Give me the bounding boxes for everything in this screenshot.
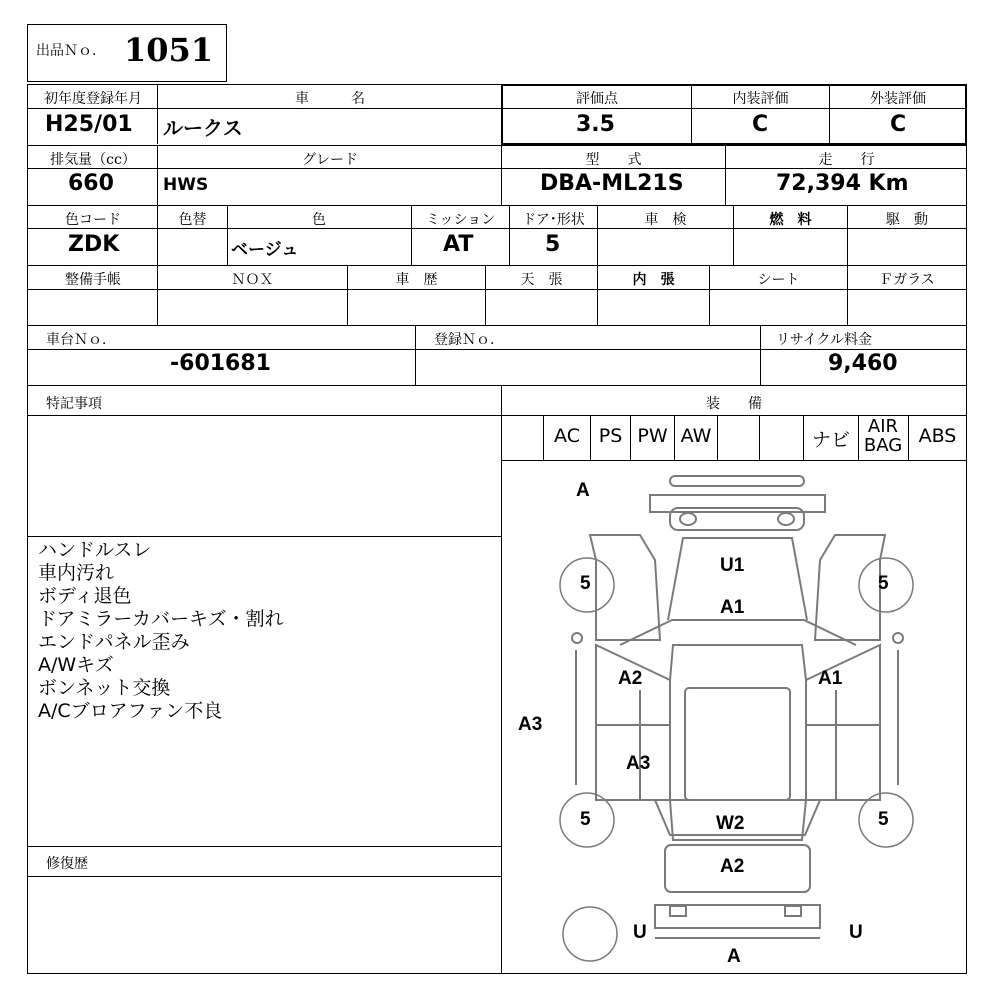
color-code-label: 色コード: [65, 212, 121, 228]
first-reg-value: H25/01: [45, 112, 133, 137]
lot-label: 出品Ｎｏ．: [36, 43, 106, 59]
divider: [157, 145, 158, 205]
tire-lf: 5: [580, 573, 591, 594]
interior-value: C: [752, 112, 769, 137]
divider: [760, 325, 761, 385]
damage-hood-top: U1: [720, 555, 745, 576]
car-diagram: [502, 462, 966, 974]
damage-rear-glass: W2: [716, 813, 745, 834]
equipment-airbag: AIR BAG: [863, 416, 903, 456]
model-value: DBA-ML21S: [540, 171, 684, 196]
first-reg-label: 初年度登録年月: [44, 91, 142, 107]
remark-line: ドアミラーカバーキズ・割れ: [38, 608, 284, 630]
damage-left-front: A2: [618, 668, 643, 689]
remark-line: ボンネット交換: [38, 677, 171, 699]
damage-u-right: U: [849, 922, 863, 943]
repaint-label: 色替: [178, 212, 207, 228]
divider: [725, 145, 726, 205]
maintenance-label: 整備手帳: [65, 272, 121, 288]
equipment-pw: PW: [637, 425, 668, 447]
car-name-label: 車 名: [295, 91, 365, 107]
remark-line: A/Cブロアファン不良: [38, 700, 223, 722]
remark-line: ボディ退色: [38, 585, 132, 607]
recycle-label: リサイクル料金: [776, 332, 873, 348]
divider: [27, 846, 501, 847]
score-value: 3.5: [576, 112, 615, 137]
damage-hood: A1: [720, 597, 745, 618]
color-code-value: ZDK: [68, 232, 120, 257]
chassis-value: -601681: [170, 351, 271, 376]
remarks-label: 特記事項: [46, 396, 102, 412]
divider: [501, 460, 967, 461]
equipment-abs: ABS: [918, 425, 957, 447]
exterior-value: C: [890, 112, 907, 137]
roof-label: 天 張: [520, 272, 563, 288]
interior-label: 内装評価: [732, 91, 789, 107]
cc-label: 排気量（cc）: [50, 152, 136, 168]
glass-label: Ｆガラス: [879, 272, 935, 288]
divider: [27, 145, 967, 146]
inspection-label: 車 検: [644, 212, 687, 228]
car-name-value: ルークス: [163, 116, 243, 140]
color-value: ベージュ: [231, 240, 299, 260]
chassis-label: 車台Ｎｏ．: [46, 332, 116, 348]
damage-front: A: [576, 480, 590, 501]
tire-rf: 5: [878, 573, 889, 594]
divider: [27, 108, 501, 109]
reg-label: 登録Ｎｏ．: [434, 332, 504, 348]
mileage-value: 72,394 Km: [776, 171, 909, 196]
equipment-navi: ナビ: [811, 429, 850, 451]
damage-rear: A: [727, 946, 741, 967]
lot-number: 1051: [124, 31, 214, 69]
damage-u-left: U: [633, 922, 647, 943]
cc-value: 660: [68, 171, 114, 196]
remark-line: A/Wキズ: [38, 654, 114, 676]
interior-trim-label: 内 張: [632, 272, 675, 288]
seat-label: シート: [757, 272, 800, 288]
divider: [27, 205, 967, 206]
model-label: 型 式: [585, 152, 642, 168]
divider: [27, 536, 501, 537]
history-label: 車 歴: [395, 272, 438, 288]
doors-label: ドア･形状: [522, 212, 585, 228]
divider: [717, 415, 718, 460]
exterior-label: 外装評価: [870, 91, 926, 107]
score-label: 評価点: [576, 91, 618, 107]
fuel-label: 燃 料: [769, 212, 812, 228]
remark-line: エンドパネル歪み: [38, 631, 190, 653]
mileage-label: 走 行: [818, 152, 875, 168]
divider: [27, 385, 967, 386]
damage-left-side: A3: [518, 714, 543, 735]
color-label: 色: [312, 212, 326, 228]
divider: [27, 265, 967, 266]
divider: [501, 145, 502, 205]
equipment-aw: AW: [680, 425, 712, 447]
divider: [27, 415, 967, 416]
damage-right-front: A1: [818, 668, 843, 689]
divider: [27, 289, 967, 290]
divider: [759, 415, 760, 460]
tire-rr: 5: [878, 809, 889, 830]
equipment-label: 装 備: [706, 396, 762, 412]
divider: [415, 325, 416, 385]
tire-lr: 5: [580, 809, 591, 830]
recycle-value: 9,460: [828, 351, 898, 376]
nox-label: ＮＯＸ: [231, 272, 274, 288]
grade-label: グレード: [302, 152, 358, 168]
divider: [27, 349, 967, 350]
equipment-ac: AC: [554, 425, 580, 447]
remark-line: ハンドルスレ: [38, 539, 152, 561]
divider: [27, 876, 501, 877]
divider: [157, 84, 158, 144]
divider: [27, 325, 967, 326]
doors-value: 5: [545, 232, 561, 257]
damage-trunk: A2: [720, 856, 745, 877]
divider: [501, 108, 967, 109]
transmission-label: ミッション: [425, 212, 496, 228]
remark-line: 車内汚れ: [38, 562, 115, 584]
damage-left-rear: A3: [626, 753, 651, 774]
drive-label: 駆 動: [886, 212, 928, 228]
equipment-ps: PS: [598, 425, 623, 447]
transmission-value: AT: [443, 232, 474, 257]
repair-label: 修復歴: [46, 856, 88, 872]
grade-value: HWS: [163, 175, 209, 195]
